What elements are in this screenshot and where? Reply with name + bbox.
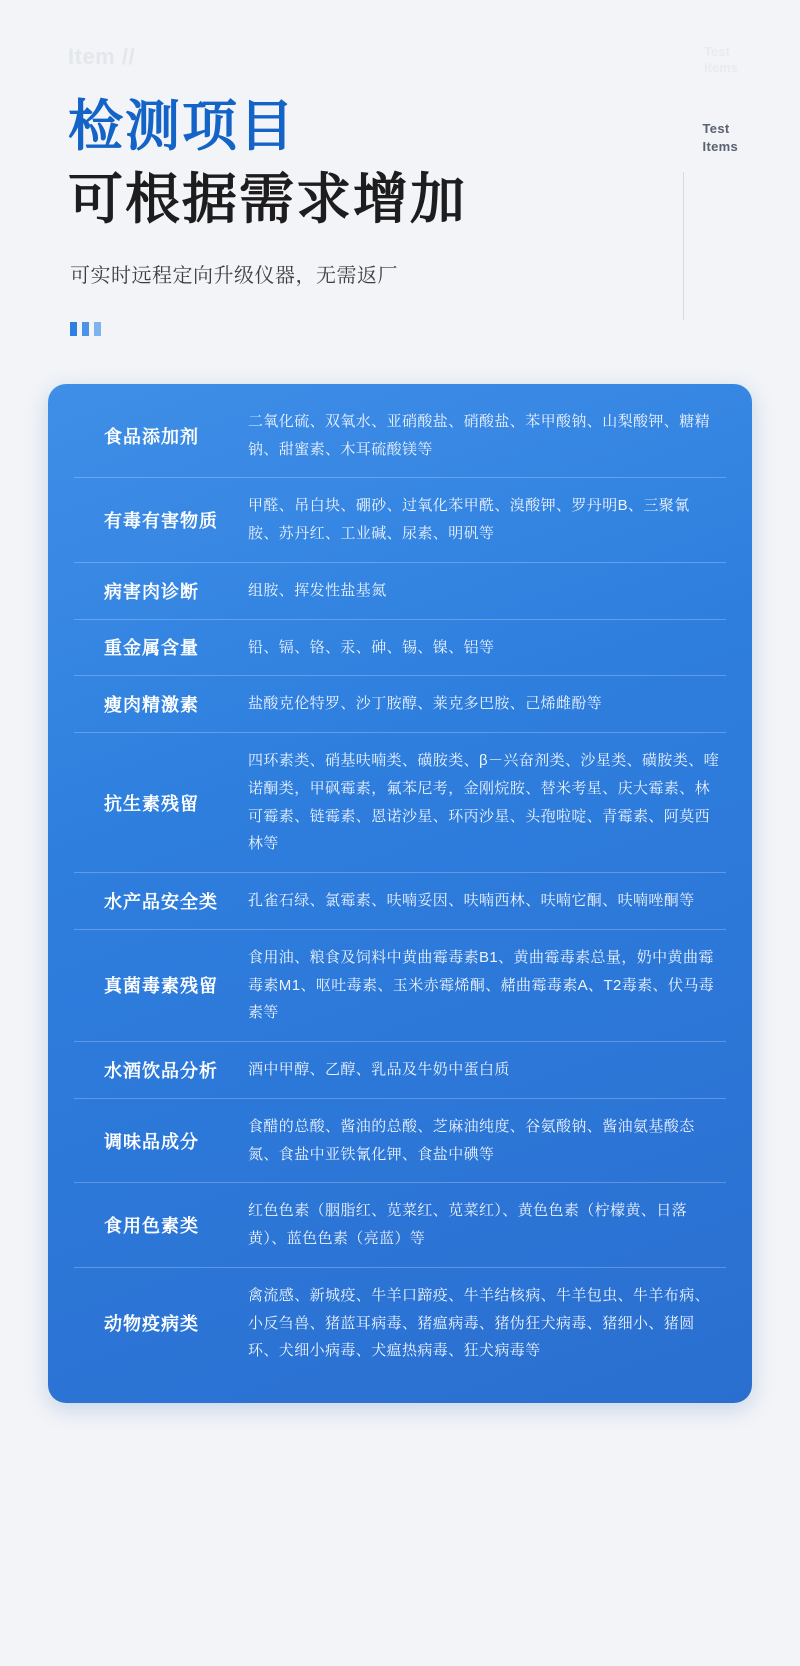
accent-bar-2 bbox=[82, 322, 89, 336]
table-row bbox=[74, 1042, 726, 1099]
table-row bbox=[74, 478, 726, 563]
table-row bbox=[74, 563, 726, 620]
row-label: 食用色素类 bbox=[104, 1216, 199, 1237]
row-value: 二氧化硫、双氧水、亚硝酸盐、硝酸盐、苯甲酸钠、山梨酸钾、糖精钠、甜蜜素、木耳硫酸镁等 bbox=[248, 412, 711, 458]
watermark-right-line1: Test bbox=[704, 44, 730, 59]
row-label: 食品添加剂 bbox=[104, 426, 199, 447]
row-label: 调味品成分 bbox=[104, 1131, 199, 1152]
test-items-table bbox=[48, 384, 752, 1403]
watermark-right-line2: Items bbox=[704, 59, 738, 75]
table-row bbox=[74, 620, 726, 677]
row-label: 水酒饮品分析 bbox=[104, 1060, 218, 1081]
row-label: 瘦肉精激素 bbox=[104, 695, 199, 716]
table-row bbox=[74, 676, 726, 733]
row-value: 铅、镉、铬、汞、砷、锡、镍、铝等 bbox=[248, 638, 495, 656]
side-label-line1: Test bbox=[702, 121, 730, 136]
row-value: 组胺、挥发性盐基氮 bbox=[248, 581, 387, 599]
table-row bbox=[74, 1268, 726, 1379]
page-title: 检测项目 bbox=[68, 94, 297, 158]
row-label: 水产品安全类 bbox=[104, 891, 218, 912]
side-vertical-rule bbox=[683, 172, 684, 320]
row-value: 甲醛、吊白块、硼砂、过氧化苯甲酰、溴酸钾、罗丹明B、三聚氰胺、苏丹红、工业碱、尿素、明矾等 bbox=[248, 497, 690, 543]
table-row bbox=[74, 1099, 726, 1184]
table-row bbox=[74, 873, 726, 930]
row-value: 红色色素（胭脂红、苋菜红、苋菜红）、黄色色素（柠檬黄、日落黄）、蓝色色素（亮蓝）等 bbox=[248, 1202, 688, 1248]
row-label: 有毒有害物质 bbox=[104, 511, 218, 532]
row-value: 食醋的总酸、酱油的总酸、芝麻油纯度、谷氨酸钠、酱油氨基酸态氮、食盐中亚铁氰化钾、食盐中碘等 bbox=[248, 1117, 695, 1163]
row-value: 酒中甲醇、乙醇、乳品及牛奶中蛋白质 bbox=[248, 1061, 510, 1079]
row-value: 孔雀石绿、氯霉素、呋喃妥因、呋喃西林、呋喃它酮、呋喃唑酮等 bbox=[248, 892, 695, 910]
side-label-line2: Items bbox=[702, 138, 738, 154]
row-label: 病害肉诊断 bbox=[104, 581, 199, 602]
page-description: 可实时远程定向升级仪器，无需返厂 bbox=[70, 264, 398, 287]
side-label bbox=[703, 120, 738, 155]
watermark-left: Item // bbox=[68, 44, 136, 69]
accent-bars-decoration bbox=[70, 322, 800, 336]
row-value: 盐酸克伦特罗、沙丁胺醇、莱克多巴胺、己烯雌酚等 bbox=[248, 695, 603, 713]
table-row bbox=[74, 1183, 726, 1268]
row-label: 重金属含量 bbox=[104, 638, 199, 659]
row-value: 禽流感、新城疫、牛羊口蹄疫、牛羊结核病、牛羊包虫、牛羊布病、小反刍兽、猪蓝耳病毒、猪瘟病毒、猪伪狂犬病毒、猪细小、猪圆环、犬细小病毒、犬瘟热病毒、狂犬病毒等 bbox=[248, 1286, 711, 1360]
row-label: 真菌毒素残留 bbox=[104, 976, 218, 997]
page-header bbox=[0, 0, 800, 336]
accent-bar-3 bbox=[94, 322, 101, 336]
table-row bbox=[74, 930, 726, 1042]
page-subtitle: 可根据需求增加 bbox=[68, 166, 468, 231]
row-value: 四环素类、硝基呋喃类、磺胺类、β－兴奋剂类、沙星类、磺胺类、喹诺酮类，甲砜霉素，氟苯尼考，金刚烷胺、替米考星、庆大霉素、林可霉素、链霉素、恩诺沙星、环丙沙星、头孢啦啶、青霉素、阿莫西林等 bbox=[248, 752, 720, 853]
row-label: 动物疫病类 bbox=[104, 1314, 199, 1335]
table-row bbox=[74, 733, 726, 873]
accent-bar-1 bbox=[70, 322, 77, 336]
row-value: 食用油、粮食及饲料中黄曲霉毒素B1、黄曲霉毒素总量，奶中黄曲霉毒素M1、呕吐毒素、玉米赤霉烯酮、赭曲霉毒素A、T2毒素、伏马毒素等 bbox=[248, 948, 715, 1022]
row-label: 抗生素残留 bbox=[104, 793, 199, 814]
table-row bbox=[74, 394, 726, 479]
